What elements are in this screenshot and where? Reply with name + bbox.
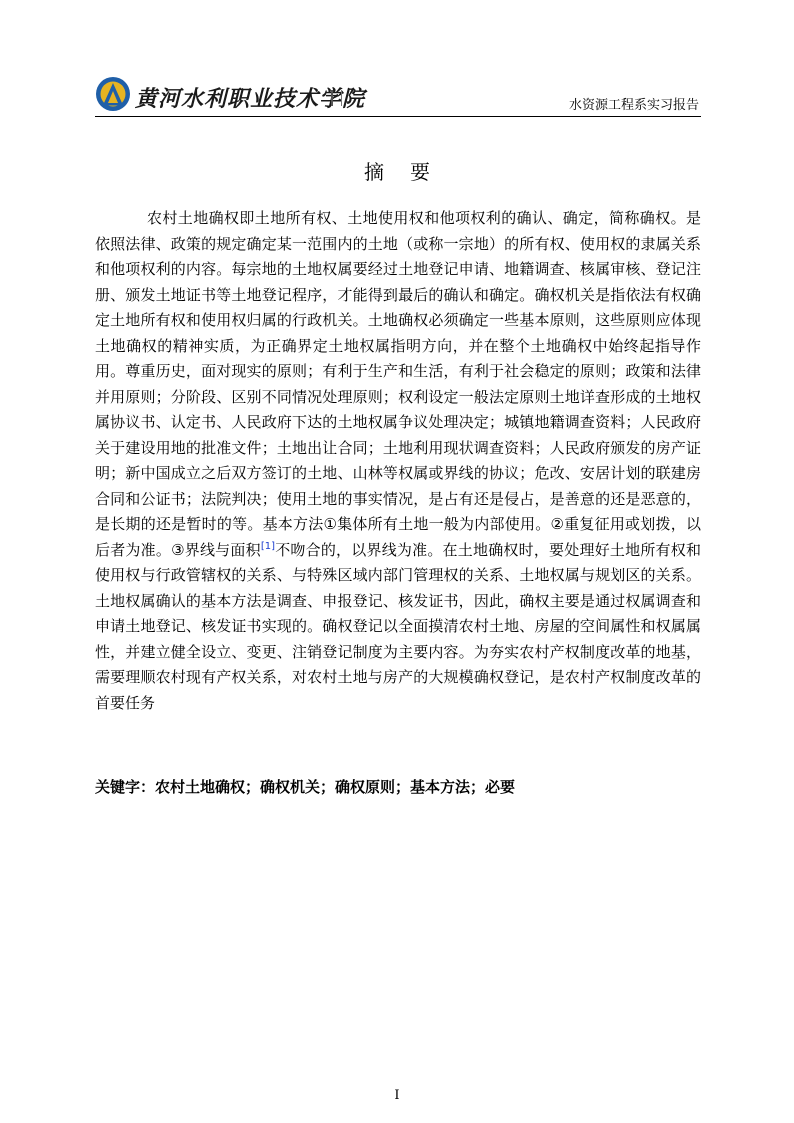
abstract-body	[95, 206, 701, 716]
college-emblem-icon	[95, 76, 131, 112]
abstract-text-part-1: 农村土地确权即土地所有权、土地使用权和他项权利的确认、确定，简称确权。是依照法律、政策的规定确定某一范围内的土地（或称一宗地）的所有权、使用权的隶属关系和他项权利的内容。每宗地的土地权属要经过土地登记申请、地籍调查、核属审核、登记注册、颁发土地证书等土地登记程序，才能得到最后的确认和确定。确权机关是指依法有权确定土地所有权和使用权归属的行政机关。土地确权必须确定一些基本原则，这些原则应体现土地确权的精神实质，为正确界定土地权属指明方向，并在整个土地确权中始终起指导作用。尊重历史，面对现实的原则；有利于生产和生活，有利于社会稳定的原则；政策和法律并用原则；分阶段、区别不同情况处理原则；权利设定一般法定原则土地详查形成的土地权属协议书、认定书、人民政府下达的土地权属争议处理决定；城镇地籍调查资料；人民政府关于建设用地的批准文件；土地出让合同；土地利用现状调查资料；人民政府颁发的房产证明；新中国成立之后双方签订的土地、山林等权属或界线的协议；危改、安居计划的联建房合同和公证书；法院判决；使用土地的事实情况，是占有还是侵占，是善意的还是恶意的，是长期的还是暂时的等。基本方法①集体所有土地一般为内部使用。②重复征用或划拨，以后者为准。③界线与面积	[95, 209, 701, 559]
abstract-heading: 摘要	[364, 160, 456, 184]
abstract-text-part-2: 不吻合的，以界线为准。在土地确权时，要处理好土地所有权和使用权与行政管辖权的关系、与特殊区域内部门管理权的关系、土地权属与规划区的关系。土地权属确认的基本方法是调查、申报登记、核发证书，因此，确权主要是通过权属调查和申请土地登记、核发证书实现的。确权登记以全面摸清农村土地、房屋的空间属性和权属属性，并建立健全设立、变更、注销登记制度为主要内容。为夯实农村产权制度改革的地基，需要理顺农村现有产权关系，对农村土地与房产的大规模确权登记，是农村产权制度改革的首要任务	[95, 540, 701, 712]
page-number: I	[394, 1088, 400, 1103]
keywords-line: 关键字：农村土地确权；确权机关；确权原则；基本方法；必要	[95, 778, 516, 796]
page-header	[95, 74, 701, 117]
report-title: 水资源工程系实习报告	[568, 98, 699, 113]
college-name-logo: 黄河水利职业技术学院	[135, 86, 366, 112]
seal-mark-icon	[331, 90, 342, 106]
reference-link[interactable]: [1]	[260, 540, 275, 552]
